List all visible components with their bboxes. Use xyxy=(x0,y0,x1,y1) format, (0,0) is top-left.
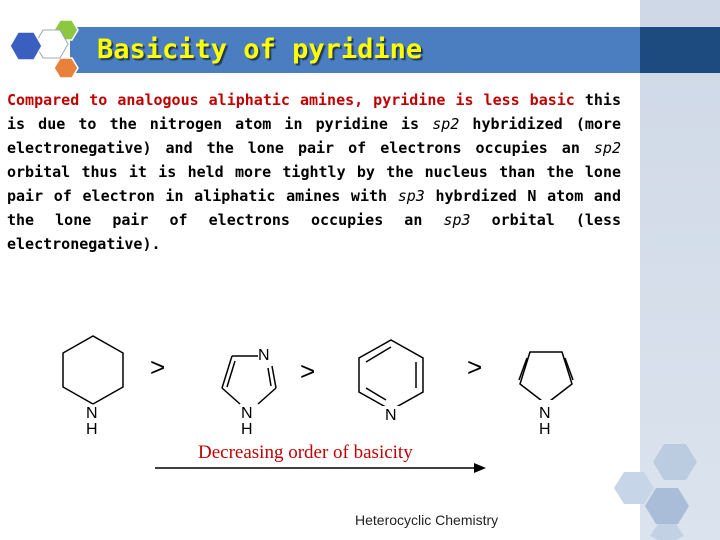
footer-text: Heterocyclic Chemistry xyxy=(355,512,499,528)
pyrrole-structure xyxy=(519,352,573,404)
greater-than-sign: > xyxy=(150,352,166,382)
piperidine-h-label: H xyxy=(86,421,98,438)
title-bar-accent xyxy=(640,27,720,73)
sp3-term: sp3 xyxy=(443,211,471,229)
body-text-segment: hybridized (more electronegative) and the lone pair of electrons occupies an xyxy=(7,115,621,157)
pyrrole-h-label: H xyxy=(539,421,551,438)
sp2-term: sp2 xyxy=(432,115,460,133)
piperidine-structure xyxy=(63,336,123,404)
greater-than-sign: > xyxy=(467,352,483,382)
pyridine-structure xyxy=(359,340,423,410)
imidazole-n-top-label: N xyxy=(258,347,270,364)
basicity-diagram xyxy=(0,330,640,480)
body-text-segment: orbital thus it is held more tightly by the nucleus than the lone pair of electron in aliphatic amines with xyxy=(7,163,621,205)
body-text-segment: this is due to the nitrogen atom in pyridine is xyxy=(7,91,621,133)
body-paragraph xyxy=(7,88,621,256)
sp3-term: sp3 xyxy=(397,187,425,205)
body-text-segment: hybrdized N atom and the lone pair of electrons occupies an xyxy=(7,187,621,229)
hexagon-decoration-icon xyxy=(600,428,720,540)
slide-title: Basicity of pyridine xyxy=(97,34,423,65)
hexagon-logo-icon xyxy=(0,10,90,90)
imidazole-h-label: H xyxy=(241,421,253,438)
body-highlight-sentence: Compared to analogous aliphatic amines, pyridine is less basic xyxy=(7,91,575,109)
basicity-caption: Decreasing order of basicity xyxy=(198,442,413,463)
piperidine-n-label: N xyxy=(86,405,98,422)
arrow-head-icon xyxy=(474,463,486,473)
pyridine-n-label: N xyxy=(385,407,397,424)
body-text-segment: orbital (less electronegative). xyxy=(7,211,622,253)
pyrrole-n-label: N xyxy=(539,405,551,422)
imidazole-n-label: N xyxy=(241,405,253,422)
greater-than-sign: > xyxy=(300,356,316,386)
sp2-term: sp2 xyxy=(593,139,621,157)
